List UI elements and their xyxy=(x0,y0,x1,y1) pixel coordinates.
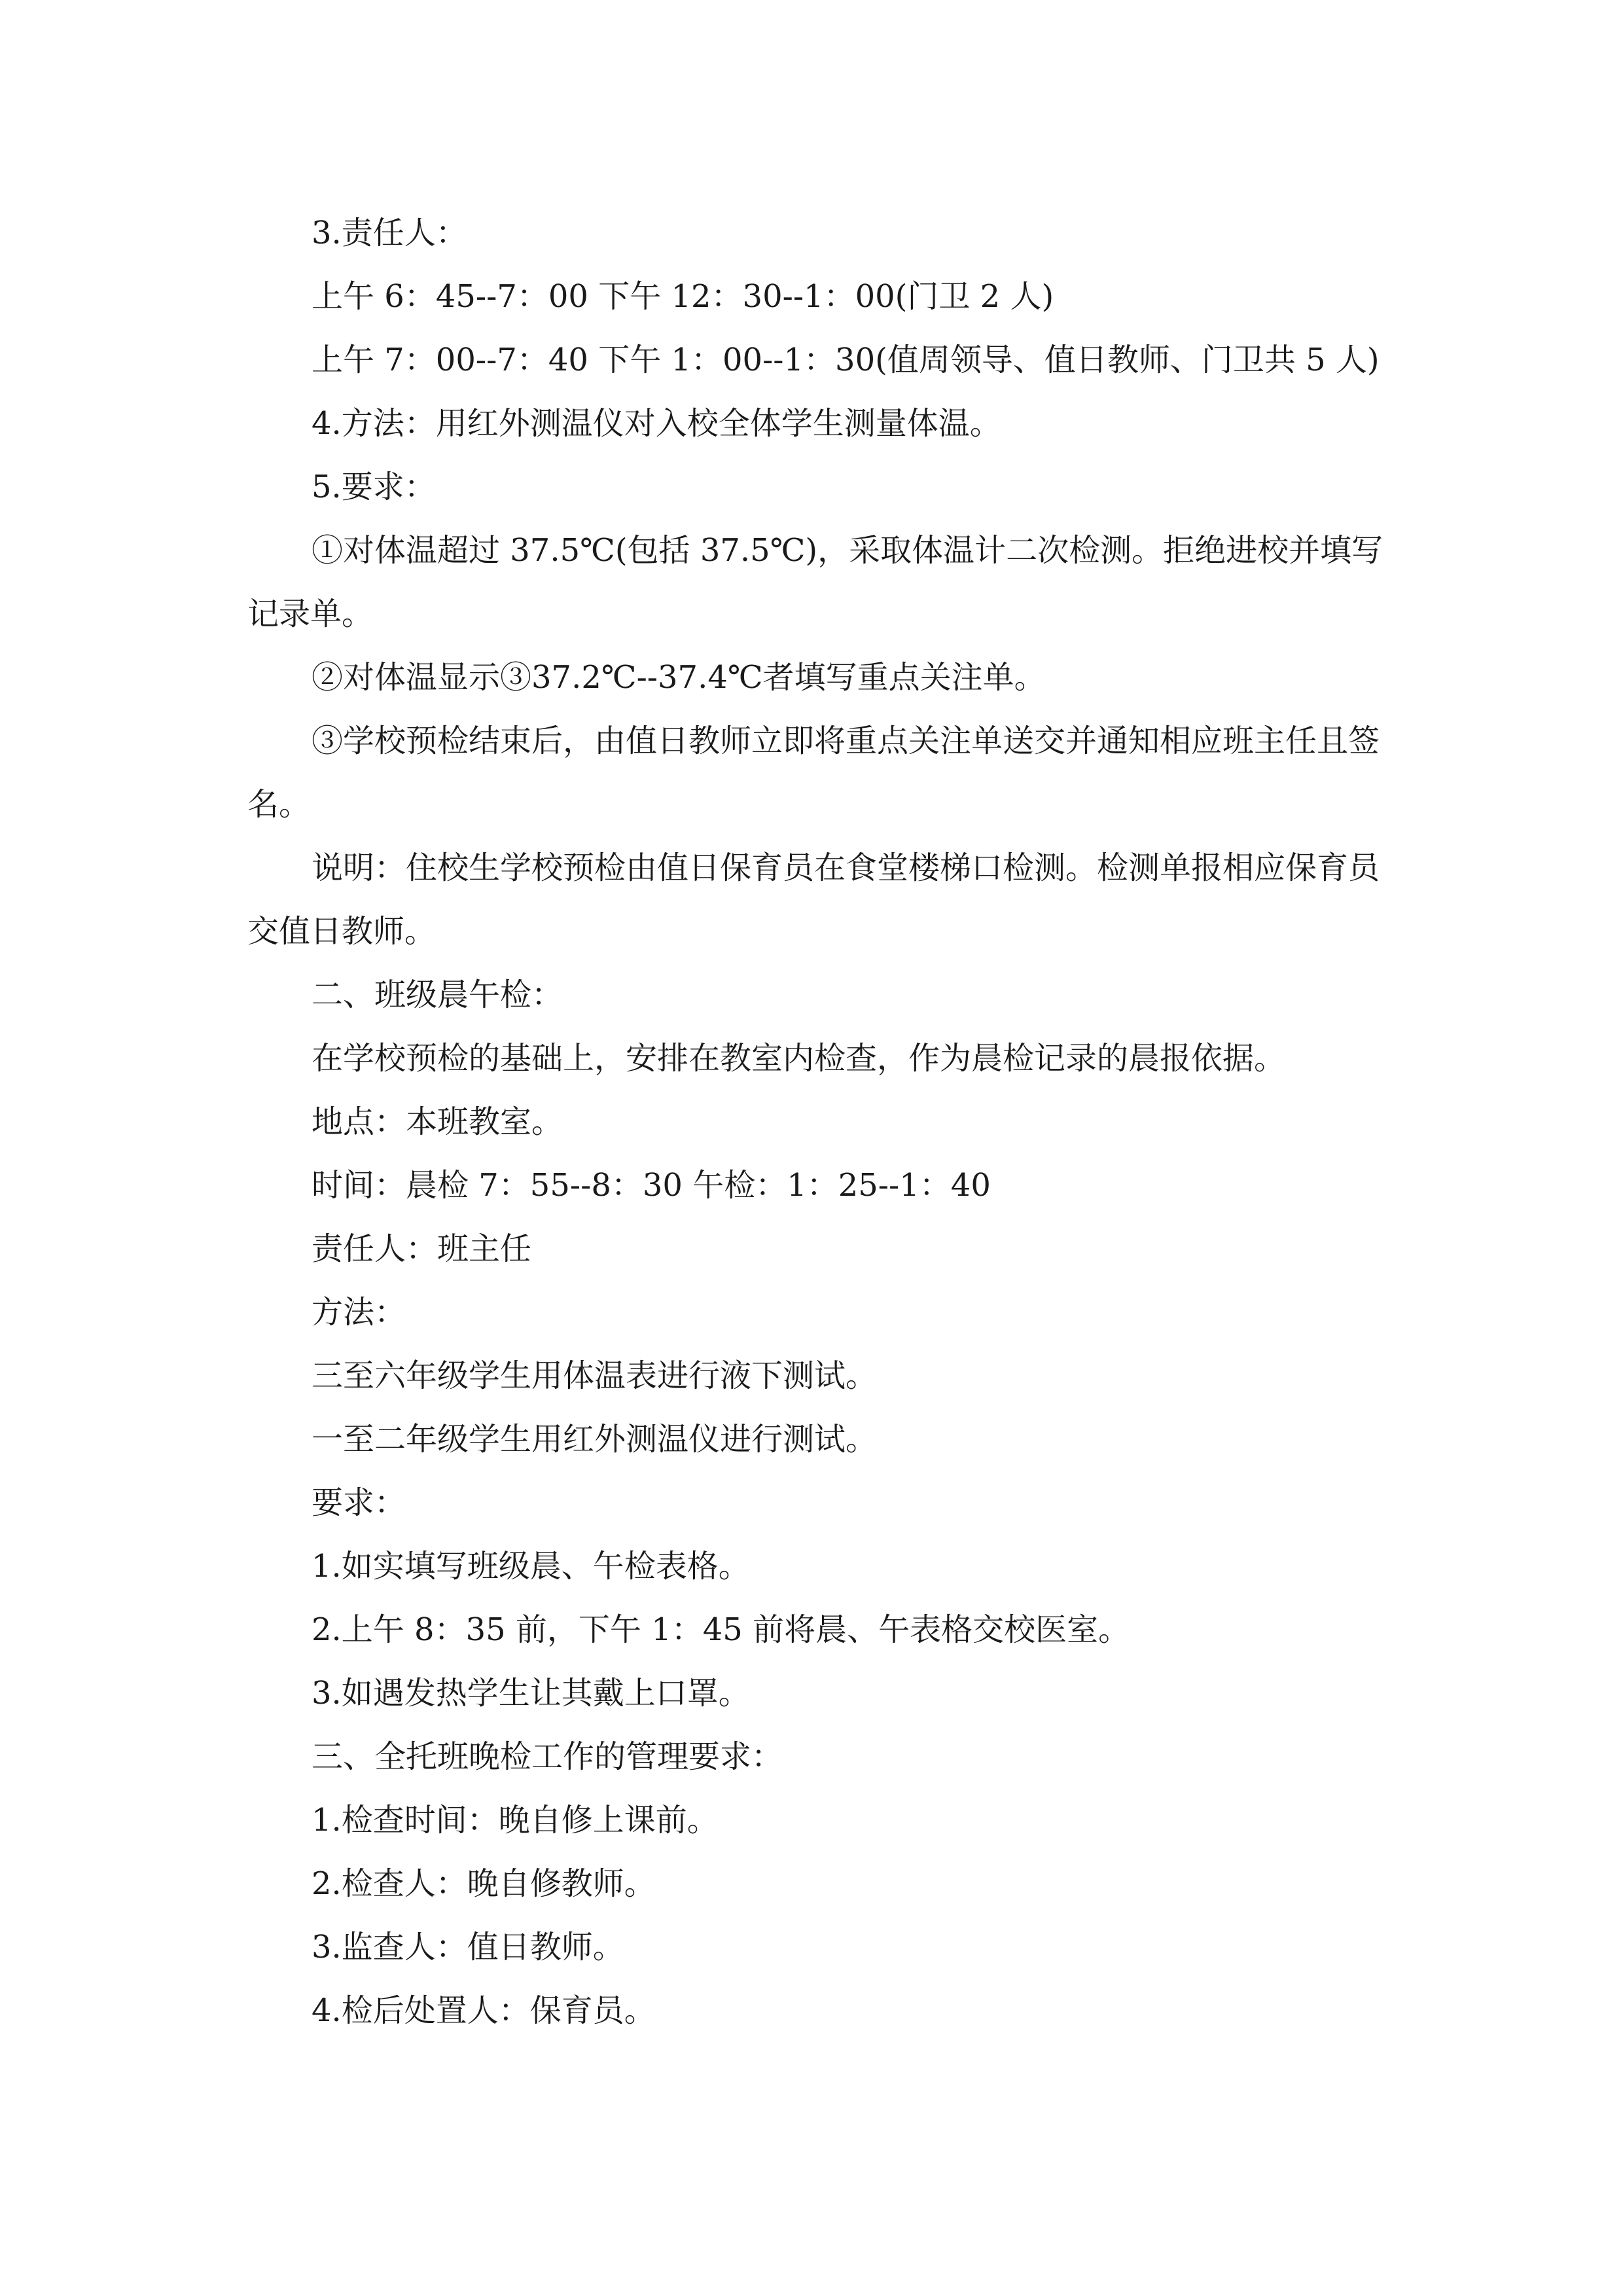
text-line-class-responsible: 责任人：班主任 xyxy=(312,1230,532,1267)
text-para-requirement-2: ②对体温显示③37.2℃--37.4℃者填写重点关注单。 xyxy=(312,659,1046,696)
text-line-grade-3-6: 三至六年级学生用体温表进行液下测试。 xyxy=(312,1357,878,1394)
text-para-requirement-1: ①对体温超过 37.5℃(包括 37.5℃)，采取体温计二次检测。拒绝进校并填写记录单。 xyxy=(247,532,1383,632)
text-line-evening-checker: 2.检查人：晚自修教师。 xyxy=(312,1865,656,1902)
text-line-class-req-1: 1.如实填写班级晨、午检表格。 xyxy=(312,1548,750,1585)
text-line-class-req-3: 3.如遇发热学生让其戴上口罩。 xyxy=(312,1675,750,1712)
text-line-class-req-2: 2.上午 8：35 前，下午 1：45 前将晨、午表格交校医室。 xyxy=(312,1611,1130,1648)
text-line-evening-supervisor: 3.监查人：值日教师。 xyxy=(312,1929,624,1965)
text-para-requirement-3: ③学校预检结束后，由值日教师立即将重点关注单送交并通知相应班主任且签名。 xyxy=(247,723,1380,823)
text-line-evening-time: 1.检查时间：晚自修上课前。 xyxy=(312,1802,719,1839)
text-line-method: 4.方法：用红外测温仪对入校全体学生测量体温。 xyxy=(312,405,1001,442)
text-line-morning-shift-1: 上午 6：45--7：00 下午 12：30--1：00(门卫 2 人) xyxy=(312,278,1054,315)
text-line-requirements: 5.要求： xyxy=(312,469,436,505)
text-line-responsible: 3.责任人： xyxy=(312,215,467,251)
text-line-time: 时间：晨检 7：55--8：30 午检：1：25--1：40 xyxy=(312,1167,991,1204)
text-line-grade-1-2: 一至二年级学生用红外测温仪进行测试。 xyxy=(312,1421,878,1458)
section-heading-evening-check: 三、全托班晚检工作的管理要求： xyxy=(312,1738,783,1775)
text-line-location: 地点：本班教室。 xyxy=(312,1103,563,1140)
text-line-class-requirements: 要求： xyxy=(312,1484,406,1521)
text-para-note: 说明：住校生学校预检由值日保育员在食堂楼梯口检测。检测单报相应保育员交值日教师。 xyxy=(247,850,1380,950)
document-body xyxy=(247,202,1399,2043)
text-line-evening-handler: 4.检后处置人：保育员。 xyxy=(312,1992,656,2029)
section-heading-class-check: 二、班级晨午检： xyxy=(312,977,563,1013)
text-line-morning-shift-2: 上午 7：00--7：40 下午 1：00--1：30(值周领导、值日教师、门卫共 5 人) xyxy=(312,342,1380,378)
text-line-class-check-basis: 在学校预检的基础上，安排在教室内检查，作为晨检记录的晨报依据。 xyxy=(312,1040,1286,1077)
text-line-class-method: 方法： xyxy=(312,1294,406,1331)
